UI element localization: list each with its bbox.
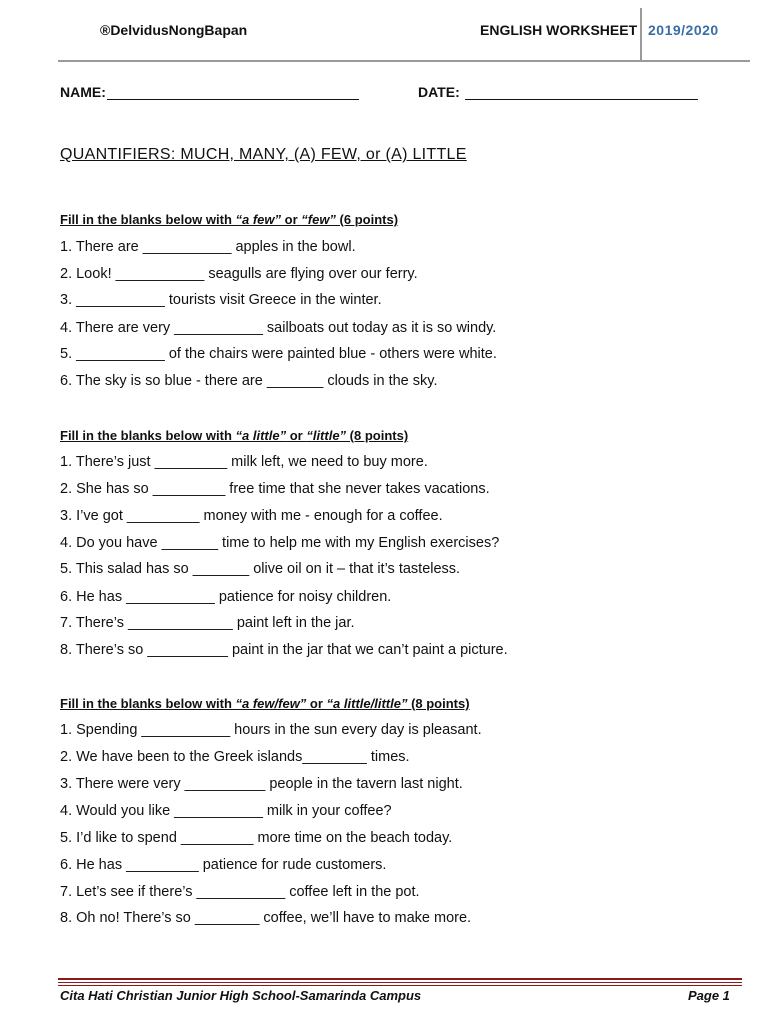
section-2-heading bbox=[60, 428, 408, 443]
name-field[interactable] bbox=[107, 99, 359, 100]
heading-option-1: “a little” bbox=[235, 428, 287, 443]
page-number: Page 1 bbox=[688, 988, 730, 1003]
heading-points: (6 points) bbox=[335, 212, 399, 227]
question-item: 3. I’ve got _________ money with me - enough for a coffee. bbox=[60, 508, 443, 524]
header-divider bbox=[640, 8, 642, 60]
heading-option-2: “few” bbox=[301, 212, 336, 227]
question-item: 6. The sky is so blue - there are _______ clouds in the sky. bbox=[60, 373, 438, 389]
heading-points: (8 points) bbox=[346, 428, 409, 443]
question-item: 2. We have been to the Greek islands________ times. bbox=[60, 749, 410, 765]
header-rule bbox=[58, 60, 750, 62]
question-item: 2. She has so _________ free time that she never takes vacations. bbox=[60, 481, 490, 497]
footer-rule bbox=[58, 985, 742, 986]
footer-school-name: Cita Hati Christian Junior High School-Samarinda Campus bbox=[60, 988, 422, 1003]
question-item: 4. There are very ___________ sailboats out today as it is so windy. bbox=[60, 320, 497, 336]
section-1-heading bbox=[60, 212, 398, 227]
question-item: 4. Would you like ___________ milk in your coffee? bbox=[60, 803, 392, 819]
question-item: 7. There’s _____________ paint left in the jar. bbox=[60, 615, 355, 631]
question-item: 1. Spending ___________ hours in the sun every day is pleasant. bbox=[60, 722, 482, 738]
question-item: 8. Oh no! There’s so ________ coffee, we’ll have to make more. bbox=[60, 910, 472, 926]
question-item: 6. He has _________ patience for rude customers. bbox=[60, 857, 387, 873]
date-label: DATE: bbox=[418, 84, 460, 100]
heading-option-1: “a few” bbox=[235, 212, 282, 227]
heading-points: (8 points) bbox=[407, 696, 470, 711]
question-item: 1. There’s just _________ milk left, we need to buy more. bbox=[60, 454, 428, 470]
copyright-text: ®DelvidusNongBapan bbox=[100, 22, 248, 38]
question-item: 3. ___________ tourists visit Greece in the winter. bbox=[60, 292, 382, 308]
question-item: 1. There are ___________ apples in the bowl. bbox=[60, 239, 356, 255]
section-3-heading bbox=[60, 696, 470, 711]
question-item: 5. I’d like to spend _________ more time on the beach today. bbox=[60, 830, 453, 846]
question-item: 2. Look! ___________ seagulls are flying over our ferry. bbox=[60, 266, 418, 282]
footer-rule bbox=[58, 982, 742, 983]
question-item: 5. ___________ of the chairs were painted blue - others were white. bbox=[60, 346, 497, 362]
heading-lead: Fill in the blanks below with bbox=[60, 696, 236, 711]
heading-mid: or bbox=[306, 696, 327, 711]
heading-mid: or bbox=[286, 428, 307, 443]
worksheet-title: QUANTIFIERS: MUCH, MANY, (A) FEW, or (A) LITTLE bbox=[60, 146, 467, 163]
question-item: 6. He has ___________ patience for noisy children. bbox=[60, 589, 392, 605]
date-field[interactable] bbox=[465, 99, 698, 100]
question-item: 3. There were very __________ people in the tavern last night. bbox=[60, 776, 463, 792]
heading-option-2: “little” bbox=[306, 428, 347, 443]
footer-rule bbox=[58, 978, 742, 980]
school-year: 2019/2020 bbox=[648, 22, 719, 38]
heading-mid: or bbox=[281, 212, 302, 227]
heading-option-1: “a few/few” bbox=[235, 696, 307, 711]
question-item: 7. Let’s see if there’s ___________ coffee left in the pot. bbox=[60, 884, 420, 900]
question-item: 8. There’s so __________ paint in the jar that we can’t paint a picture. bbox=[60, 642, 508, 658]
heading-lead: Fill in the blanks below with bbox=[60, 428, 236, 443]
heading-lead: Fill in the blanks below with bbox=[60, 212, 236, 227]
name-label: NAME: bbox=[60, 84, 106, 100]
question-item: 4. Do you have _______ time to help me with my English exercises? bbox=[60, 535, 500, 551]
heading-option-2: “a little/little” bbox=[326, 696, 408, 711]
worksheet-type: ENGLISH WORKSHEET bbox=[480, 22, 638, 38]
question-item: 5. This salad has so _______ olive oil on it – that it’s tasteless. bbox=[60, 561, 461, 577]
